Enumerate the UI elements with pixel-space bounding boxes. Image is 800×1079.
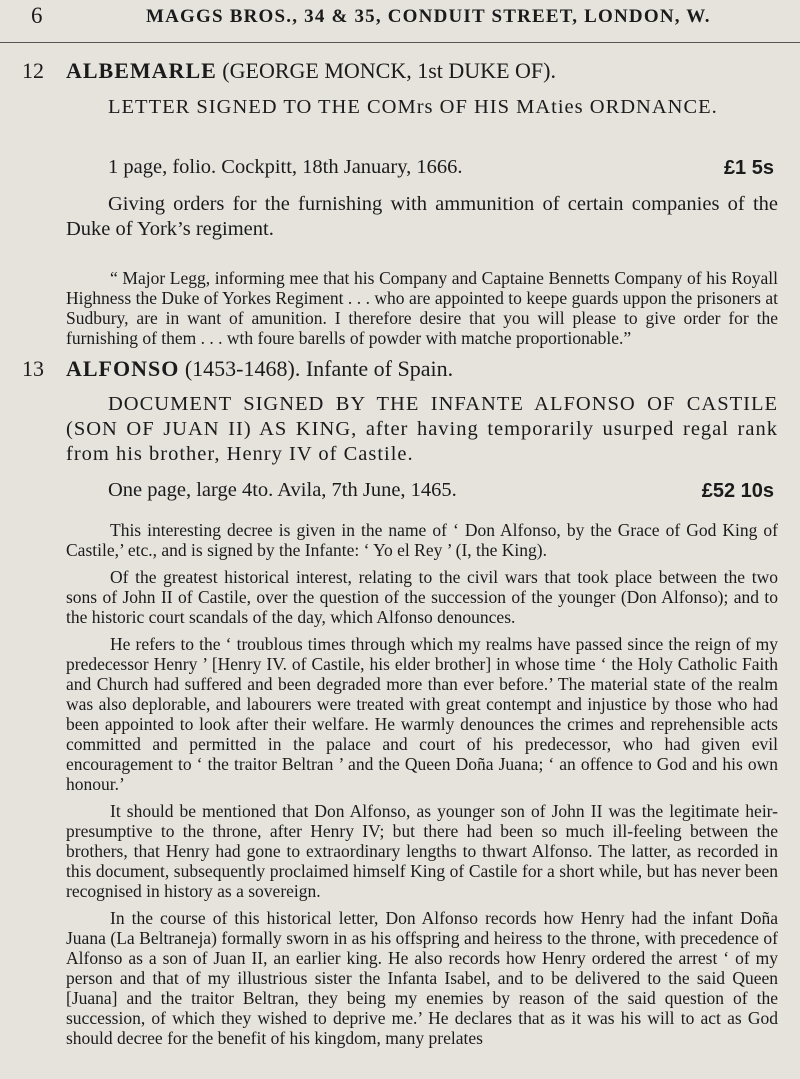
lot-title: LETTER SIGNED TO THE COMrs OF HIS MAties ORDNANCE. (108, 96, 718, 118)
lot-name: ALFONSO (66, 356, 180, 381)
running-head: MAGGS BROS., 34 & 35, CONDUIT STREET, LONDON, W. (146, 6, 711, 27)
body-paragraph: He refers to the ‘ troublous times through which my realms have passed since the reign of my predecessor Henry ’ [Henry IV. of Castile, his elder brother] in whose time ‘ the Holy Catholic Faith and Church had suffered and been degraded more than ever before.’ The material state of the realm was also deplorable, and labourers were treated with great contempt and injustice by those who had been appointed to look after their welfare. He warmly denounces the crimes and reprehensible acts committed and permitted in the palace and court of his predecessor, who had given evil encouragement to ‘ the traitor Beltran ’ and the Queen Doña Juana; ‘ an offence to God and his own honour.’ (66, 634, 778, 794)
lot-quote (66, 268, 778, 355)
lot-number: 13 (22, 356, 44, 381)
lot-title: DOCUMENT SIGNED BY THE INFANTE ALFONSO OF CASTILE (SON OF JUAN II) AS KING, after having temporarily usurped regal rank from his brother, Henry IV of Castile. (66, 393, 778, 465)
header-rule (0, 42, 800, 43)
lot-heading (66, 356, 778, 382)
lot-details: 1 page, folio. Cockpitt, 18th January, 1666. (108, 156, 463, 178)
lot-number: 12 (22, 58, 44, 83)
body-paragraph: Of the greatest historical interest, relating to the civil wars that took place between the two sons of John II of Castile, over the question of the succession of the younger (Don Alfonso); and to the historic court scandals of the day, which Alfonso denounces. (66, 567, 778, 627)
body-paragraph: This interesting decree is given in the name of ‘ Don Alfonso, by the Grace of God King of Castile,’ etc., and is signed by the Infante: ‘ Yo el Rey ’ (I, the King). (66, 520, 778, 560)
body-paragraph: It should be mentioned that Don Alfonso, as younger son of John II was the legitimate heir-presumptive to the throne, after Henry IV; but there had been so much ill-feeling between the brothers, that Henry had gone to extraordinary lengths to thwart Alfonso. The latter, as recorded in this document, subsequently proclaimed himself King of Castile for a short while, but has never been recognised in history as a sovereign. (66, 801, 778, 901)
lot-heading (66, 58, 778, 84)
lot-name-rest: (1453-1468). Infante of Spain. (184, 356, 454, 381)
lot-body (66, 520, 778, 1055)
lot-name-rest: (GEORGE MONCK, 1st DUKE OF). (222, 58, 556, 83)
lot-price: £52 10s (701, 480, 774, 502)
quote-paragraph: “ Major Legg, informing mee that his Company and Captaine Bennetts Company of his Royall Highness the Duke of Yorkes Regiment . . . who are appointed to keepe guards uppon the prisoners at Sudbury, are in want of amunition. I therefore desire that you will please to give order for the furnishing of them . . . wth foure barells of powder with matche proportionable.” (66, 268, 778, 348)
lot-name: ALBEMARLE (66, 58, 217, 83)
page-number: 6 (31, 3, 43, 28)
lot-summary: Giving orders for the furnishing with ammunition of certain companies of the Duke of York’s regiment. (66, 193, 778, 240)
lot-price: £1 5s (723, 157, 774, 179)
body-paragraph: In the course of this historical letter, Don Alfonso records how Henry had the infant Doña Juana (La Beltraneja) formally sworn in as his offspring and heiress to the throne, with precedence of Alfonso as a son of Juan II, an earlier king. He also records how Henry ordered the arrest ‘ of my person and that of my illustrious sister the Infanta Isabel, and to be delivered to the said Queen [Juana] and the traitor Beltran, they being my enemies by reason of the said question of the succession, of which they wished to deprive me.’ He declares that as it was his will to act as God should decree for the benefit of his kingdom, many prelates (66, 908, 778, 1048)
lot-details: One page, large 4to. Avila, 7th June, 1465. (108, 479, 457, 501)
